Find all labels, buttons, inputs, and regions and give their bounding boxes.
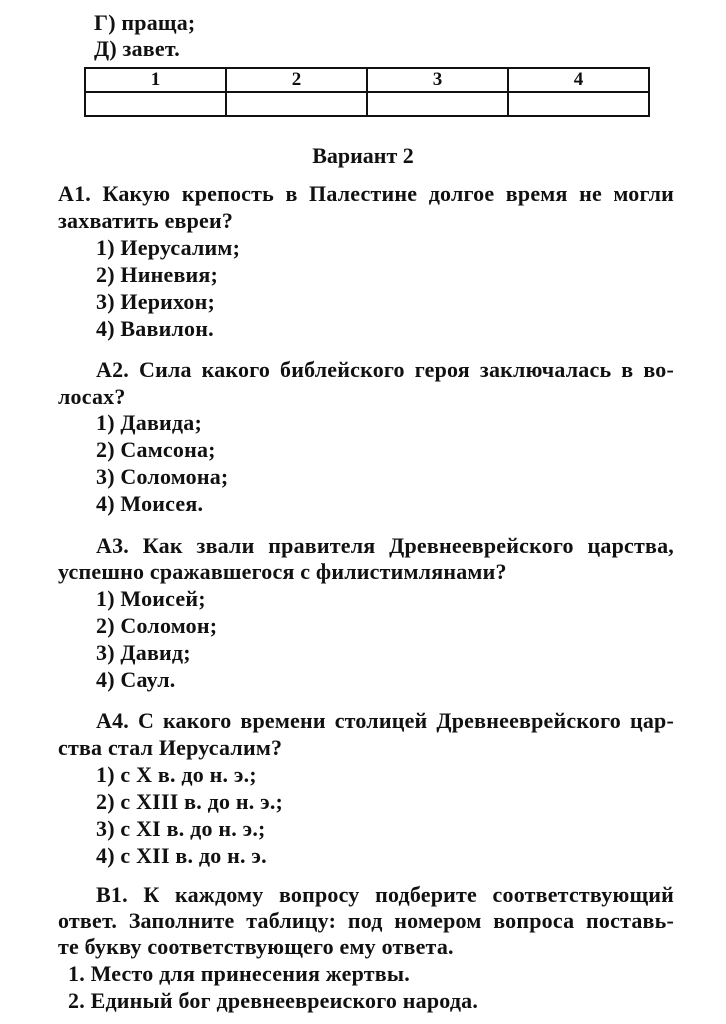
question-a2-option: 4) Моисея. — [96, 491, 204, 516]
question-a4-option: 4) с XII в. до н. э. — [96, 843, 267, 868]
question-a3-option: 1) Моисей; — [96, 586, 206, 611]
answer-table-answer-row — [85, 92, 649, 116]
variant-title: Вариант 2 — [312, 143, 414, 168]
answer-table-empty-cell — [226, 92, 367, 116]
question-a3-line-1: А3. Как звали правителя Древнееврейского царства, — [96, 533, 674, 558]
answer-table-header-row — [85, 68, 649, 92]
prev-option-d: Д) завет. — [94, 36, 180, 61]
question-a1-option: 4) Вавилон. — [96, 316, 214, 341]
question-a3-line-2: успешно сражавшегося с филистимлянами? — [58, 559, 507, 584]
question-a4-line-1: А4. С какого времени столицей Древнееврейского цар- — [96, 708, 674, 733]
question-a2-line-2: лосах? — [58, 384, 126, 409]
question-a1-line-2: захватить евреи? — [58, 208, 234, 233]
answer-table-empty-cell — [85, 92, 226, 116]
answer-table-header-cell: 1 — [85, 68, 226, 92]
question-a1-option: 1) Иерусалим; — [96, 235, 241, 260]
question-a4-line-2: ства стал Иерусалим? — [58, 735, 283, 760]
answer-table-header-cell: 3 — [367, 68, 508, 92]
task-b1-line-3: те букву соответствующего ему ответа. — [58, 934, 454, 959]
task-b1-line-2: ответ. Заполните таблицу: под номером вопроса поставь- — [58, 908, 674, 933]
question-a1-line-1: А1. Какую крепость в Палестине долгое время не могли — [58, 181, 674, 206]
question-a3-option: 2) Соломон; — [96, 613, 218, 638]
question-a2-option: 3) Соломона; — [96, 464, 229, 489]
question-a1-option: 3) Иерихон; — [96, 289, 215, 314]
prev-option-g: Г) праща; — [94, 10, 196, 35]
question-a4-option: 2) с XIII в. до н. э.; — [96, 789, 284, 814]
task-b1-item: 1. Место для принесения жертвы. — [68, 961, 410, 986]
question-a3-option: 4) Саул. — [96, 667, 176, 692]
question-a4-option: 3) с XI в. до н. э.; — [96, 816, 266, 841]
question-a2-option: 2) Самсона; — [96, 437, 216, 462]
answer-table-empty-cell — [367, 92, 508, 116]
question-a2-option: 1) Давида; — [96, 410, 202, 435]
task-b1-item: 2. Единый бог древнеевреиского народа. — [68, 988, 479, 1013]
answer-table-header-cell: 4 — [508, 68, 649, 92]
question-a3-option: 3) Давид; — [96, 640, 191, 665]
answer-table — [84, 67, 650, 117]
question-a4-option: 1) с X в. до н. э.; — [96, 762, 257, 787]
question-a1-option: 2) Ниневия; — [96, 262, 219, 287]
question-a2-line-1: А2. Сила какого библейского героя заключалась в во- — [96, 357, 674, 382]
answer-table-empty-cell — [508, 92, 649, 116]
answer-table-header-cell: 2 — [226, 68, 367, 92]
task-b1-line-1: В1. К каждому вопросу подберите соответствующий — [96, 882, 674, 907]
